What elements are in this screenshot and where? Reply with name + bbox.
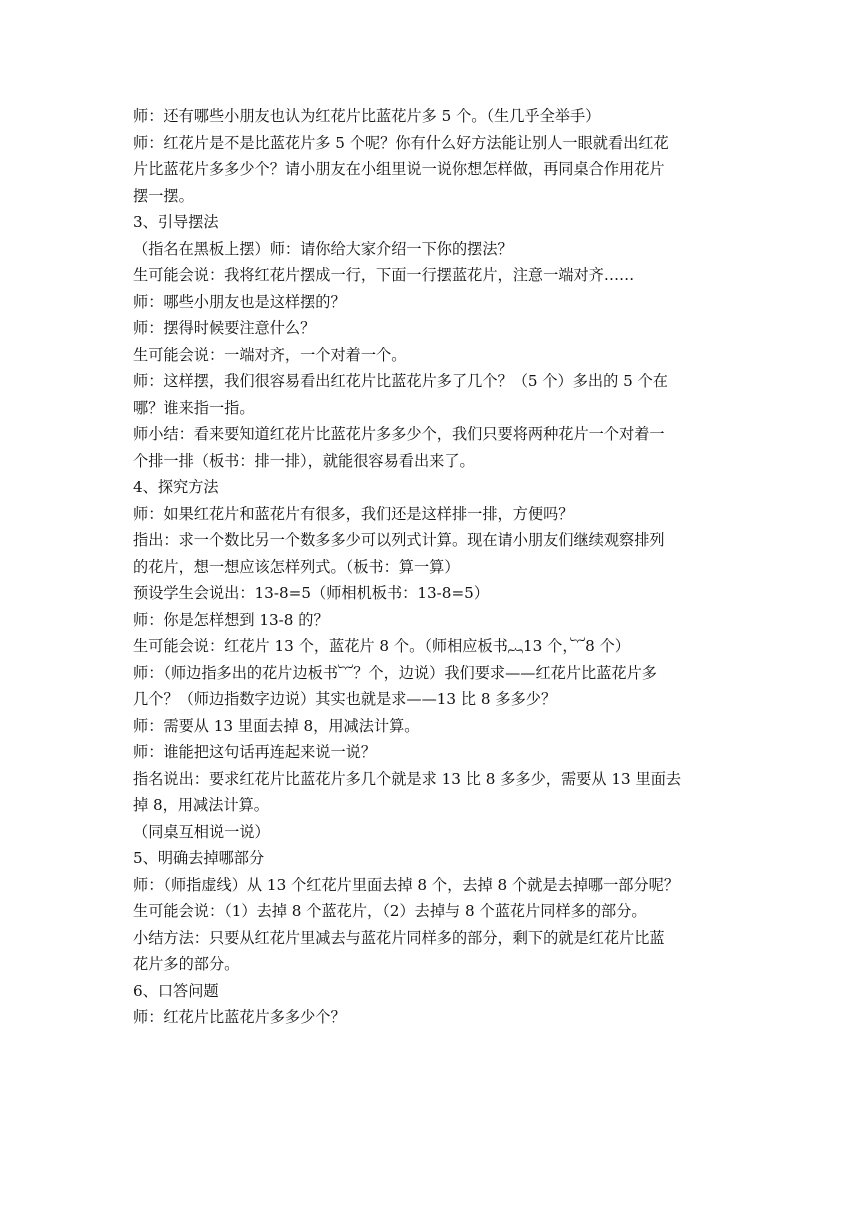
text-line: 几个？（师边指数字边说）其实也就是求——13 比 8 多多少？ [133,690,557,708]
text-line: 生可能会说：红花片 13 个，蓝花片 8 个。（师相应板书︷13 个，︸8 个） [133,637,630,655]
section-heading: 3、引导摆法 [133,213,219,231]
text-line: 预设学生会说出：13-8=5（师相机板书：13-8=5） [133,584,490,602]
text-line: 个排一排（板书：排一排），就能很容易看出来了。 [133,451,475,470]
text-line: 师：需要从 13 里面去掉 8，用减法计算。 [133,716,420,735]
text-line: 师：（师边指多出的花片边板书︸？个，边说）我们要求——红花片比蓝花片多 [133,663,657,682]
text-line: 师：你是怎样想到 13-8 的？ [133,610,329,629]
text-line: 师：红花片是不是比蓝花片多 5 个呢？你有什么好方法能让别人一眼就看出红花 [133,133,669,152]
text-line: 小结方法：只要从红花片里减去与蓝花片同样多的部分，剩下的就是红花片比蓝 [133,928,665,947]
text-line: 指出：求一个数比另一个数多多少可以列式计算。现在请小朋友们继续观察排列 [133,531,665,549]
text-line: 生可能会说：（1）去掉 8 个蓝花片，（2）去掉与 8 个蓝花片同样多的部分。 [133,902,647,920]
text-line: 花片多的部分。 [133,955,240,973]
text-line: （指名在黑板上摆）师：请你给大家介绍一下你的摆法？ [133,239,513,258]
text-line: 的花片，想一想应该怎样列式。（板书：算一算） [133,557,460,576]
text-line: 掉 8，用减法计算。 [133,796,269,814]
text-line: 师：哪些小朋友也是这样摆的？ [133,292,346,311]
text-line: 生可能会说：一端对齐，一个对着一个。 [133,345,407,364]
section-heading: 4、探究方法 [133,478,219,496]
text-line: 哪？谁来指一指。 [133,398,255,417]
text-line: 师：还有哪些小朋友也认为红花片比蓝花片多 5 个。（生几乎全举手） [133,107,601,125]
text-line: 师：谁能把这句话再连起来说一说？ [133,743,376,761]
section-heading: 5、明确去掉哪部分 [133,849,265,867]
text-line: 指名说出：要求红花片比蓝花片多几个就是求 13 比 8 多多少，需要从 13 里面去 [133,769,682,788]
text-line: 师：（师指虚线）从 13 个红花片里面去掉 8 个，去掉 8 个就是去掉哪一部分呢？ [133,875,680,894]
text-line: 生可能会说：我将红花片摆成一行，下面一行摆蓝花片，注意一端对齐…… [133,266,635,284]
document-body [133,103,733,1031]
text-line: 师小结：看来要知道红花片比蓝花片多多少个，我们只要将两种花片一个对着一 [133,425,665,443]
text-line: （同桌互相说一说） [133,822,270,841]
text-line: 片比蓝花片多多少个？请小朋友在小组里说一说你想怎样做，再同桌合作用花片 [133,160,665,178]
text-line: 摆一摆。 [133,186,194,205]
section-heading: 6、口答问题 [133,981,219,1000]
text-line: 师：红花片比蓝花片多多少个？ [133,1008,346,1026]
text-line: 师：这样摆，我们很容易看出红花片比蓝花片多了几个？（5 个）多出的 5 个在 [133,372,668,390]
text-line: 师：摆得时候要注意什么？ [133,319,316,337]
text-line: 师：如果红花片和蓝花片有很多，我们还是这样排一排，方便吗？ [133,504,574,523]
